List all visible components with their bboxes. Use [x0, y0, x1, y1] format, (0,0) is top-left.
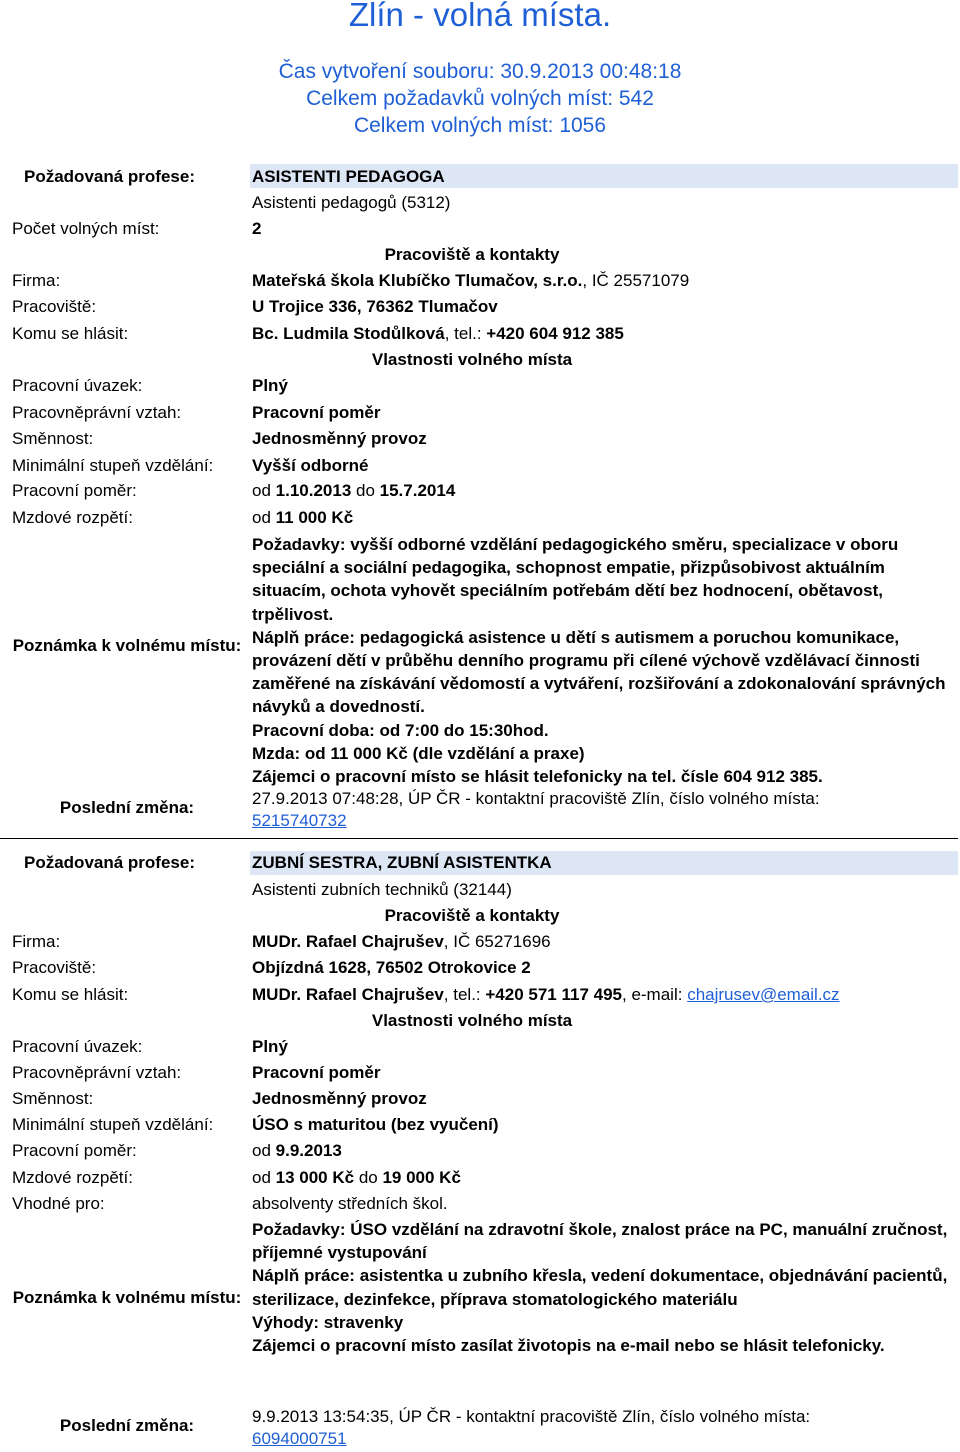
label-vzdelani: Minimální stupeň vzdělání: — [12, 456, 214, 475]
label-profese: Požadovaná profese: — [24, 853, 195, 872]
label-profese: Požadovaná profese: — [24, 167, 195, 186]
job2-tel-label: , tel.: — [443, 985, 486, 1004]
label-pocet: Počet volných míst: — [12, 219, 160, 238]
label-smennost: Směnnost: — [12, 1089, 94, 1108]
job2-pomer-od: od — [252, 1141, 276, 1160]
label-poznamka: Poznámka k volnému místu: — [12, 1288, 242, 1307]
job1-contact-phone: +420 604 912 385 — [486, 324, 624, 343]
label-komu: Komu se hlásit: — [12, 324, 129, 343]
job1-subprofession: Asistenti pedagogů (5312) — [252, 193, 451, 212]
job1-note-contact: Zájemci o pracovní místo se hlásit telefonicky na tel. čísle 604 912 385. — [252, 767, 823, 787]
label-pomer: Pracovní poměr: — [12, 1141, 137, 1160]
job1-note-salary: Mzda: od 11 000 Kč (dle vzdělání a praxe) — [252, 743, 585, 763]
job1-smennost: Jednosměnný provoz — [252, 429, 427, 448]
job1-mzda-from: 11 000 Kč — [275, 508, 354, 527]
job2-subprofession: Asistenti zubních techniků (32144) — [252, 880, 512, 899]
label-zmena: Poslední změna: — [59, 798, 195, 817]
job2-uvazek: Plný — [252, 1037, 288, 1056]
total-requests: Celkem požadavků volných míst: 542 — [306, 87, 654, 110]
job2-vzdelani: ÚSO s maturitou (bez vyučení) — [252, 1115, 499, 1134]
section-kontakty: Pracoviště a kontakty — [384, 245, 560, 264]
job1-pomer — [252, 481, 455, 501]
job2-contact-phone: +420 571 117 495 — [485, 985, 622, 1004]
label-komu: Komu se hlásit: — [12, 985, 129, 1004]
label-mzda: Mzdové rozpětí: — [12, 1168, 133, 1187]
label-pracoviste: Pracoviště: — [12, 297, 97, 316]
job1-vacancy-link[interactable]: 5215740732 — [252, 811, 347, 830]
job1-firm-ic: , IČ 25571079 — [582, 271, 690, 290]
section-vlastnosti: Vlastnosti volného místa — [371, 1011, 573, 1030]
label-uvazek: Pracovní úvazek: — [12, 376, 143, 395]
job2-mzda-do: do — [354, 1168, 383, 1187]
job2-vztah: Pracovní poměr — [252, 1063, 381, 1082]
job1-uvazek: Plný — [252, 376, 288, 395]
label-poznamka: Poznámka k volnému místu: — [12, 636, 242, 655]
label-mzda: Mzdové rozpětí: — [12, 508, 133, 527]
file-created: Čas vytvoření souboru: 30.9.2013 00:48:18 — [278, 60, 682, 83]
job1-firm-name: Mateřská škola Klubíčko Tlumačov, s.r.o. — [252, 271, 583, 290]
job2-mzda-od: od — [252, 1168, 276, 1187]
job1-pomer-do: do — [351, 481, 380, 500]
job1-note-requirements: Požadavky: vyšší odborné vzdělání pedagogického směru, specializace v oboru speciální a sociální pedagogika, schopnost empatie, přizpůsobivost aktuálním situacím, ochota vyhovět speciálním potřebám dětí bez hodnocení, obětavost, trpělivost. — [252, 535, 899, 624]
job2-email-link[interactable]: chajrusev@email.cz — [687, 985, 840, 1004]
label-zmena: Poslední změna: — [59, 1416, 195, 1435]
job2-note-contact: Zájemci o pracovní místo zasílat životopis na e-mail nebo se hlásit telefonicky. — [252, 1336, 885, 1356]
page-title: Zlín - volná místa. — [348, 0, 612, 33]
divider — [0, 838, 958, 839]
section-vlastnosti: Vlastnosti volného místa — [371, 350, 573, 369]
job2-note — [252, 1218, 952, 1357]
total-vacancies: Celkem volných míst: 1056 — [353, 114, 607, 137]
job2-mzda-from: 13 000 Kč — [275, 1168, 355, 1187]
label-firma: Firma: — [12, 271, 61, 290]
job2-profession: ZUBNÍ SESTRA, ZUBNÍ ASISTENTKA — [252, 853, 552, 872]
job2-mzda-to: 19 000 Kč — [382, 1168, 461, 1187]
label-smennost: Směnnost: — [12, 429, 94, 448]
job2-firm-ic: , IČ 65271696 — [443, 932, 551, 951]
job1-note — [252, 533, 952, 788]
job1-last-change — [252, 788, 952, 832]
job1-note-duties: Náplň práce: pedagogická asistence u dětí s autismem a poruchou komunikace, provázení dětí v průběhu denního programu při cílené výchově vzdělávací činnosti zaměřené na získávání vědomostí a vytváření, rozšiřování a zdokonalování správných návyků a dovedností. — [252, 627, 946, 717]
job1-profession: ASISTENTI PEDAGOGA — [252, 167, 445, 186]
job1-note-hours: Pracovní doba: od 7:00 do 15:30hod. — [252, 720, 549, 740]
job2-contact-name: MUDr. Rafael Chajrušev — [252, 985, 444, 1004]
job1-vztah: Pracovní poměr — [252, 403, 381, 422]
job1-mzda — [252, 508, 353, 528]
job2-note-benefits: Výhody: stravenky — [252, 1312, 404, 1332]
job2-change-text: 9.9.2013 13:54:35, ÚP ČR - kontaktní pracoviště Zlín, číslo volného místa: — [252, 1407, 811, 1426]
label-pomer: Pracovní poměr: — [12, 481, 137, 500]
job2-smennost: Jednosměnný provoz — [252, 1089, 427, 1108]
job2-pomer-from: 9.9.2013 — [275, 1141, 342, 1160]
job1-mzda-od: od — [252, 508, 276, 527]
label-vhodne: Vhodné pro: — [12, 1194, 105, 1213]
job2-workplace: Objízdná 1628, 76502 Otrokovice 2 — [252, 958, 531, 977]
section-kontakty: Pracoviště a kontakty — [384, 906, 560, 925]
job1-pomer-od: od — [252, 481, 276, 500]
job2-firm-name: MUDr. Rafael Chajrušev — [252, 932, 444, 951]
job1-firm — [252, 271, 689, 291]
job1-contact-name: Bc. Ludmila Stodůlková — [252, 324, 445, 343]
job2-note-duties: Náplň práce: asistentka u zubního křesla, vedení dokumentace, objednávání pacientů, sterilizace, dezinfekce, příprava stomatologického materiálu — [252, 1266, 948, 1309]
label-uvazek: Pracovní úvazek: — [12, 1037, 143, 1056]
label-firma: Firma: — [12, 932, 61, 951]
job1-change-text: 27.9.2013 07:48:28, ÚP ČR - kontaktní pracoviště Zlín, číslo volného místa: — [252, 789, 820, 808]
label-vzdelani: Minimální stupeň vzdělání: — [12, 1115, 214, 1134]
job2-pomer — [252, 1141, 342, 1161]
job1-pomer-to: 15.7.2014 — [379, 481, 456, 500]
job2-mail-label: , e-mail: — [622, 985, 688, 1004]
job2-contact — [252, 985, 840, 1005]
job2-note-requirements: Požadavky: ÚSO vzdělání na zdravotní škole, znalost práce na PC, manuální zručnost, příjemné vystupování — [252, 1220, 948, 1263]
label-vztah: Pracovněprávní vztah: — [12, 1063, 182, 1082]
job2-last-change — [252, 1406, 952, 1450]
job1-contact — [252, 324, 624, 344]
job1-count: 2 — [252, 219, 262, 238]
job1-workplace: U Trojice 336, 76362 Tlumačov — [252, 297, 498, 316]
label-pracoviste: Pracoviště: — [12, 958, 97, 977]
job2-mzda — [252, 1168, 461, 1188]
label-vztah: Pracovněprávní vztah: — [12, 403, 182, 422]
job2-vacancy-link[interactable]: 6094000751 — [252, 1429, 347, 1448]
job2-vhodne: absolventy středních škol. — [252, 1194, 448, 1213]
job1-tel-label: , tel.: — [444, 324, 487, 343]
job2-firm — [252, 932, 551, 952]
job1-pomer-from: 1.10.2013 — [275, 481, 352, 500]
job1-vzdelani: Vyšší odborné — [252, 456, 369, 475]
